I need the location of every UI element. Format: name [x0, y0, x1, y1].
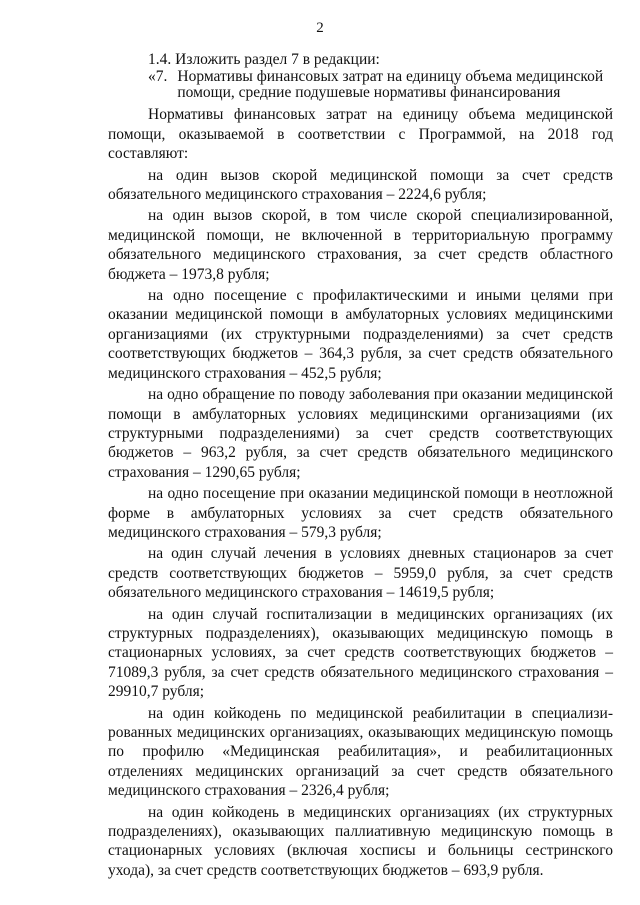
section-heading: [148, 69, 613, 101]
paragraph-day-hospital: на один случай лечения в условиях дневных стационаров за счет средств соответствующих бюджетов – 5959,0 рубля, за счет средств обязательного медицинского страхования – 14619,5 рубля;: [108, 545, 613, 602]
section-heading-text: Нормативы финансовых затрат на единицу объема медицинской помощи, средние подушевые нормативы финансирования: [177, 68, 604, 102]
paragraph-palliative-bed-day: на один койкодень в медицинских организациях (их структурных подразделениях), оказывающих паллиативную медицинскую помощь в стационарных условиях (включая хосписы и больницы сестринского ухода), за счет средств соответствующих бюджетов – 693,9 рубля.: [108, 803, 613, 879]
document-body: [108, 50, 613, 882]
paragraph-intro: Нормативы финансовых затрат на единицу объема медицинской помощи, оказываемой в соответствии с Программой, на 2018 год составляют:: [108, 106, 613, 163]
paragraph-emergency-call-regional: на один вызов скорой, в том числе скорой специализированной, медицинской помощи, не включенной в территориальную программу обязательного медицинского страхования, за счет средств областного бюджета – 1973,8 рубля;: [108, 207, 613, 283]
paragraph-emergency-call-oms: на один вызов скорой медицинской помощи за счет средств обязательного медицинского страхования – 2224,6 рубля;: [108, 166, 613, 204]
section-title: 1.4. Изложить раздел 7 в редакции:: [148, 51, 380, 68]
paragraph-preventive-visit: на одно посещение с профилактическими и иными целями при оказании медицинской помощи в амбулаторных условиях медицинскими организациями (их структурными подразделениями) за счет средств соответствующих бюджетов – 364,3 рубля, за счет средств обязательного медицинского страхования – 452,5 рубля;: [108, 287, 613, 382]
paragraph-hospitalization: на один случай госпитализации в медицинских организациях (их структурных подразделениях), оказывающих медицинскую помощь в стационарных условиях, за счет средств соответствующих бюджетов – 71089,3 рубля, за счет средств обязательного медицинского страхования – 29910,7 рубля;: [108, 605, 613, 701]
paragraph-urgent-visit: на одно посещение при оказании медицинской помощи в неотложной форме в амбулаторных условиях за счет средств обязательного медицинского страхования – 579,3 рубля;: [108, 485, 613, 541]
paragraph-disease-appeal: на одно обращение по поводу заболевания при оказании медицинской помощи в амбулаторных условиях медицинскими организациями (их структурными подразделениями) за счет средств соответствующих бюджетов – 963,2 рубля, за счет средств обязательного медицинского страхования – 1290,65 рубля;: [108, 386, 613, 481]
paragraph-rehabilitation-bed-day: на один койкодень по медицинской реабилитации в специализированных медицинских организациях, оказывающих медицинскую помощь по профилю «Медицинская реабилитация», и реабилитационных отделениях медицинских организаций за счет средств обязательного медицинского страхования – 2326,4 рубля;: [108, 704, 613, 800]
page-number: 2: [316, 20, 324, 36]
section-heading-number: «7.: [148, 68, 168, 86]
